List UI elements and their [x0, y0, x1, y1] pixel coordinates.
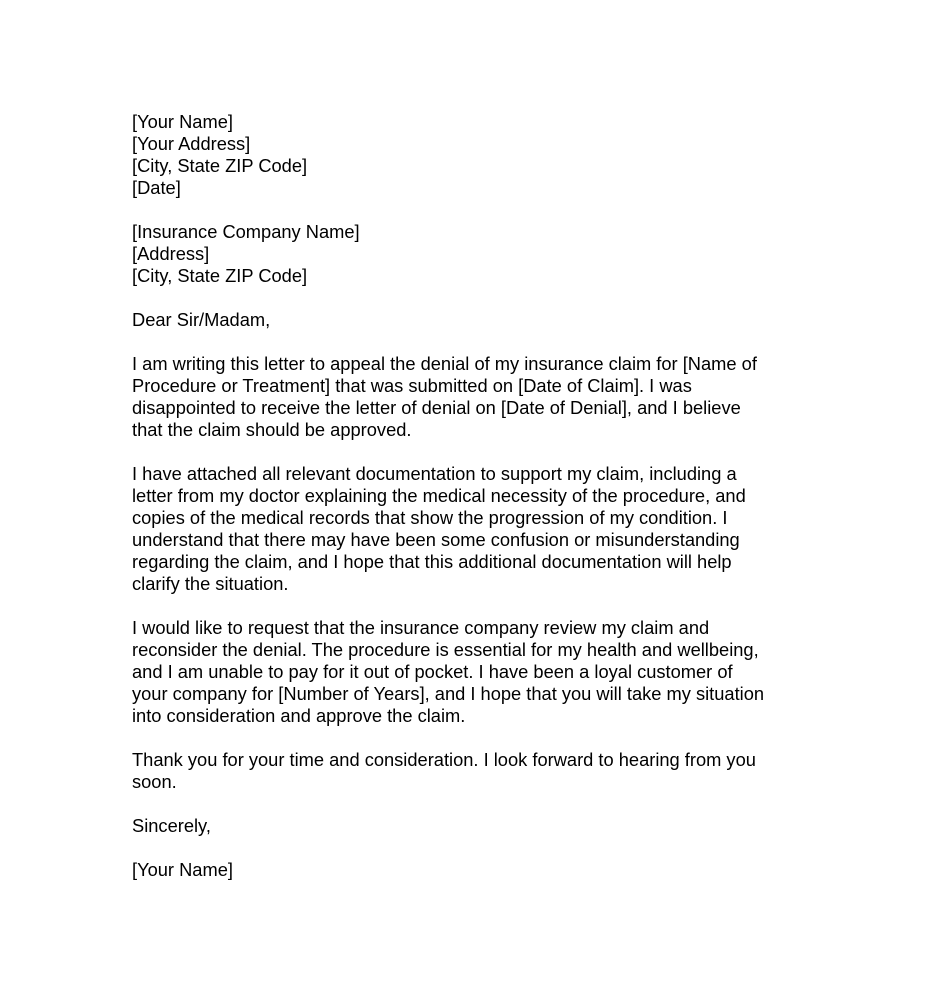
paragraph-line: Procedure or Treatment] that was submitted on [Date of Claim]. I was [132, 375, 692, 396]
sender-address: [Your Address] [132, 133, 251, 154]
paragraph-line: clarify the situation. [132, 573, 289, 594]
paragraph-line: soon. [132, 771, 177, 792]
sender-name: [Your Name] [132, 111, 233, 132]
paragraph-line: that the claim should be approved. [132, 419, 412, 440]
recipient-block [132, 221, 812, 287]
body-paragraph-1 [132, 353, 812, 441]
paragraph-line: and I am unable to pay for it out of pocket. I have been a loyal customer of [132, 661, 733, 682]
sender-city-state-zip: [City, State ZIP Code] [132, 155, 308, 176]
paragraph-line: I have attached all relevant documentation to support my claim, including a [132, 463, 737, 484]
signature-name: [Your Name] [132, 859, 233, 880]
paragraph-line: I would like to request that the insurance company review my claim and [132, 617, 710, 638]
body-paragraph-2 [132, 463, 812, 595]
closing: Sincerely, [132, 815, 211, 836]
body-paragraph-3 [132, 617, 812, 727]
sender-block [132, 111, 812, 199]
salutation: Dear Sir/Madam, [132, 309, 271, 330]
paragraph-line: reconsider the denial. The procedure is essential for my health and wellbeing, [132, 639, 759, 660]
letter-date: [Date] [132, 177, 181, 198]
paragraph-line: disappointed to receive the letter of denial on [Date of Denial], and I believe [132, 397, 741, 418]
letter-document [132, 111, 812, 903]
paragraph-line: letter from my doctor explaining the medical necessity of the procedure, and [132, 485, 746, 506]
paragraph-line: your company for [Number of Years], and I hope that you will take my situation [132, 683, 765, 704]
recipient-address: [Address] [132, 243, 210, 264]
paragraph-line: understand that there may have been some confusion or misunderstanding [132, 529, 740, 550]
paragraph-line: into consideration and approve the claim. [132, 705, 466, 726]
body-paragraph-4 [132, 749, 812, 793]
paragraph-line: Thank you for your time and consideration. I look forward to hearing from you [132, 749, 756, 770]
paragraph-line: regarding the claim, and I hope that this additional documentation will help [132, 551, 732, 572]
recipient-city-state-zip: [City, State ZIP Code] [132, 265, 308, 286]
paragraph-line: copies of the medical records that show the progression of my condition. I [132, 507, 728, 528]
paragraph-line: I am writing this letter to appeal the denial of my insurance claim for [Name of [132, 353, 757, 374]
recipient-company: [Insurance Company Name] [132, 221, 360, 242]
